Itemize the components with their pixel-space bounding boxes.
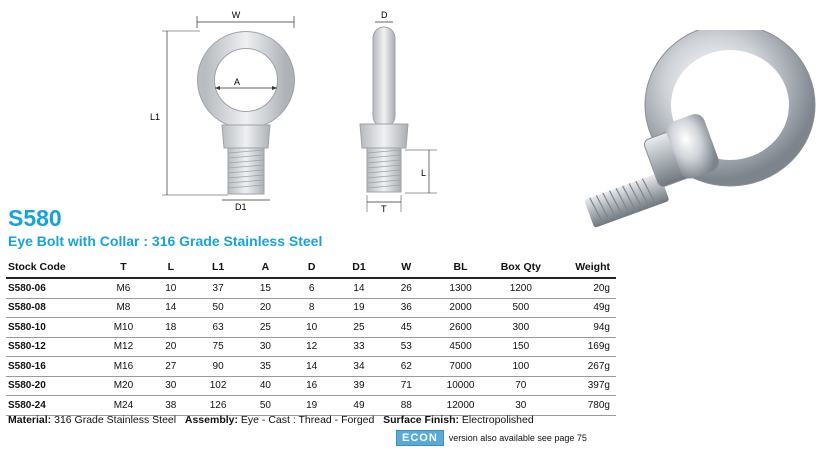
table-cell: 1300 <box>430 278 491 298</box>
table-cell: 10000 <box>430 376 491 396</box>
header-bl: BL <box>430 257 491 278</box>
assembly-value: Eye - Cast : Thread - Forged <box>240 414 375 426</box>
table-row <box>6 318 616 338</box>
table-cell: 37 <box>193 278 242 298</box>
table-cell: M10 <box>99 318 148 338</box>
finish-label: Surface Finish: <box>383 414 459 426</box>
table-cell: 19 <box>335 298 382 318</box>
product-title: Eye Bolt with Collar : 316 Grade Stainless Steel <box>8 233 323 249</box>
table-cell: 8 <box>288 298 335 318</box>
table-cell: 49g <box>550 298 616 318</box>
table-cell: 40 <box>243 376 288 396</box>
table-cell: M8 <box>99 298 148 318</box>
material-value: 316 Grade Stainless Steel <box>54 414 177 426</box>
table-cell: 38 <box>148 396 193 416</box>
product-photo <box>565 30 820 240</box>
table-cell: 2000 <box>430 298 491 318</box>
header-stock-code: Stock Code <box>6 257 99 278</box>
econ-note: version also available see page 75 <box>448 433 587 443</box>
t-label: T <box>381 204 387 214</box>
table-cell: 300 <box>491 318 550 338</box>
stock-code-cell: S580-06 <box>6 278 99 298</box>
header-t: T <box>99 257 148 278</box>
table-cell: 7000 <box>430 357 491 377</box>
header-weight: Weight <box>550 257 616 278</box>
table-cell: 14 <box>288 357 335 377</box>
table-cell: M20 <box>99 376 148 396</box>
table-cell: 500 <box>491 298 550 318</box>
table-cell: 34 <box>335 357 382 377</box>
table-cell: 20 <box>243 298 288 318</box>
table-cell: 10 <box>288 318 335 338</box>
header-l1: L1 <box>193 257 242 278</box>
stock-code-cell: S580-12 <box>6 337 99 357</box>
table-cell: 49 <box>335 396 382 416</box>
table-cell: 12 <box>288 337 335 357</box>
table-cell: 20g <box>550 278 616 298</box>
table-cell: 780g <box>550 396 616 416</box>
table-cell: 12000 <box>430 396 491 416</box>
table-row <box>6 337 616 357</box>
table-cell: 50 <box>193 298 242 318</box>
table-cell: 27 <box>148 357 193 377</box>
stock-code-cell: S580-10 <box>6 318 99 338</box>
table-row <box>6 357 616 377</box>
table-cell: 14 <box>148 298 193 318</box>
table-cell: 26 <box>383 278 430 298</box>
econ-note-line <box>396 430 587 446</box>
material-label: Material: <box>8 414 52 426</box>
table-cell: 397g <box>550 376 616 396</box>
table-cell: 30 <box>243 337 288 357</box>
table-cell: 126 <box>193 396 242 416</box>
side-view-diagram <box>345 0 445 215</box>
table-cell: 30 <box>491 396 550 416</box>
header-w: W <box>383 257 430 278</box>
stock-code-cell: S580-08 <box>6 298 99 318</box>
table-cell: 53 <box>383 337 430 357</box>
table-cell: M12 <box>99 337 148 357</box>
table-cell: 25 <box>335 318 382 338</box>
table-cell: 88 <box>383 396 430 416</box>
l-label: L <box>421 168 427 178</box>
header-d1: D1 <box>335 257 382 278</box>
table-cell: M16 <box>99 357 148 377</box>
table-cell: 63 <box>193 318 242 338</box>
stock-code-cell: S580-24 <box>6 396 99 416</box>
header-l: L <box>148 257 193 278</box>
table-cell: 75 <box>193 337 242 357</box>
table-cell: 18 <box>148 318 193 338</box>
table-cell: 2600 <box>430 318 491 338</box>
header-a: A <box>243 257 288 278</box>
table-cell: 62 <box>383 357 430 377</box>
table-cell: 16 <box>288 376 335 396</box>
table-cell: 71 <box>383 376 430 396</box>
table-cell: 100 <box>491 357 550 377</box>
table-cell: 10 <box>148 278 193 298</box>
table-cell: 14 <box>335 278 382 298</box>
table-cell: 19 <box>288 396 335 416</box>
table-cell: 150 <box>491 337 550 357</box>
table-cell: 20 <box>148 337 193 357</box>
front-view-diagram <box>140 0 310 215</box>
table-cell: 169g <box>550 337 616 357</box>
table-cell: M24 <box>99 396 148 416</box>
stock-code-cell: S580-16 <box>6 357 99 377</box>
table-cell: 25 <box>243 318 288 338</box>
a-label: A <box>233 77 241 87</box>
table-cell: 36 <box>383 298 430 318</box>
product-code: S580 <box>8 205 62 231</box>
spec-footer <box>8 414 534 426</box>
table-cell: M6 <box>99 278 148 298</box>
table-cell: 94g <box>550 318 616 338</box>
table-cell: 70 <box>491 376 550 396</box>
table-cell: 267g <box>550 357 616 377</box>
table-cell: 90 <box>193 357 242 377</box>
spec-table <box>6 257 616 416</box>
assembly-label: Assembly: <box>184 414 238 426</box>
table-cell: 1200 <box>491 278 550 298</box>
stock-code-cell: S580-20 <box>6 376 99 396</box>
table-cell: 50 <box>243 396 288 416</box>
table-cell: 30 <box>148 376 193 396</box>
table-cell: 6 <box>288 278 335 298</box>
d-label: D <box>381 10 388 20</box>
table-cell: 33 <box>335 337 382 357</box>
table-row <box>6 298 616 318</box>
table-row <box>6 376 616 396</box>
d1-label: D1 <box>235 202 247 212</box>
table-cell: 35 <box>243 357 288 377</box>
table-cell: 45 <box>383 318 430 338</box>
table-header-row <box>6 257 616 278</box>
table-row <box>6 396 616 416</box>
table-cell: 15 <box>243 278 288 298</box>
l1-label: L1 <box>150 112 161 122</box>
finish-value: Electropolished <box>461 414 534 426</box>
econ-badge: ECON <box>396 430 444 446</box>
w-label: W <box>231 10 241 20</box>
table-cell: 4500 <box>430 337 491 357</box>
table-cell: 102 <box>193 376 242 396</box>
table-row <box>6 278 616 298</box>
header-box-qty: Box Qty <box>491 257 550 278</box>
table-cell: 39 <box>335 376 382 396</box>
header-d: D <box>288 257 335 278</box>
